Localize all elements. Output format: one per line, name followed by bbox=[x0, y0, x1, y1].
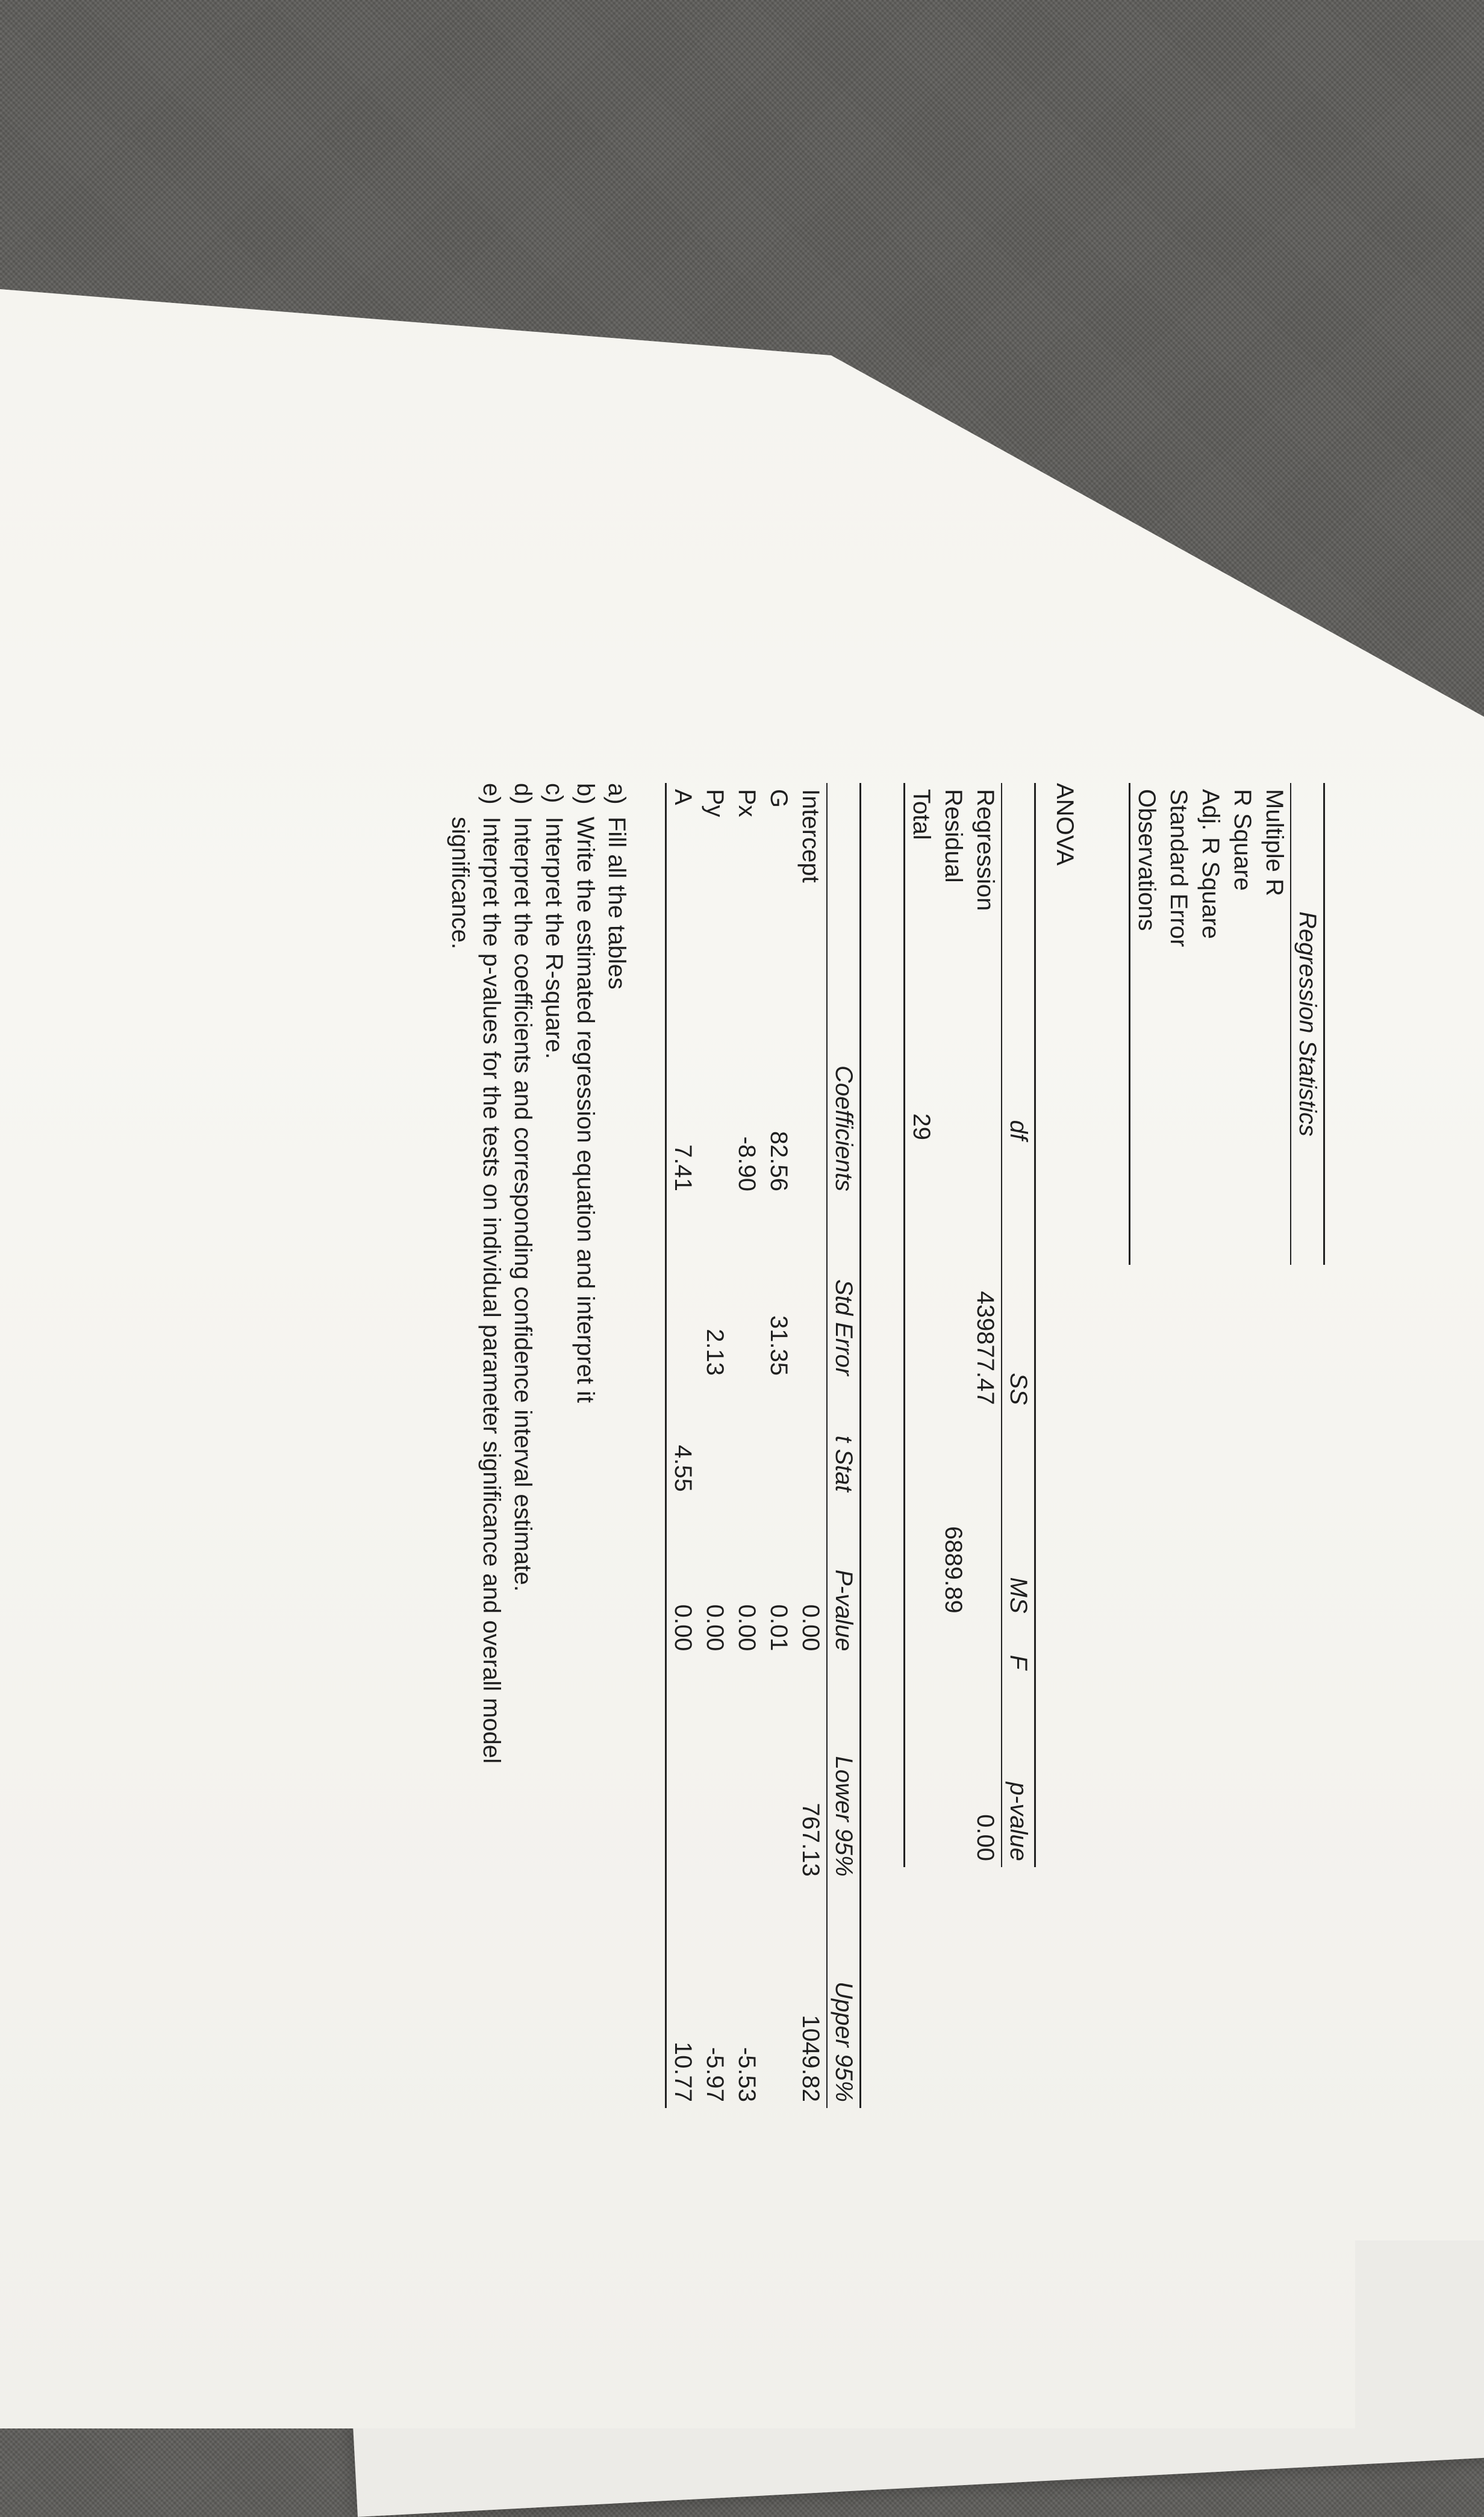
coef-cell bbox=[699, 1382, 731, 1498]
anova-cell bbox=[969, 1411, 1002, 1620]
coef-cell: G bbox=[765, 789, 792, 808]
question-label: e) bbox=[478, 783, 505, 805]
questions-list bbox=[444, 783, 632, 2168]
anova-cell bbox=[905, 1676, 938, 1867]
anova-cell bbox=[937, 1146, 969, 1411]
coef-header: Coefficients bbox=[827, 963, 861, 1197]
list-item bbox=[570, 783, 601, 2168]
question-continuation: significance. bbox=[447, 817, 473, 950]
question-label: a) bbox=[603, 783, 630, 805]
table-row bbox=[731, 783, 762, 2108]
coef-cell: 1049.82 bbox=[797, 2015, 824, 2102]
anova-cell bbox=[937, 1064, 969, 1146]
stat-label: R Square bbox=[1229, 789, 1256, 891]
coef-cell bbox=[699, 963, 731, 1197]
anova-cell: Total bbox=[905, 783, 938, 1064]
coef-cell: 2.13 bbox=[702, 1329, 728, 1376]
coef-cell: 7.41 bbox=[666, 963, 699, 1197]
coefficients-table bbox=[665, 783, 861, 2108]
coef-cell: 10.77 bbox=[666, 1883, 699, 2108]
coef-cell bbox=[731, 1197, 762, 1382]
regression-statistics-header: Regression Statistics bbox=[1291, 783, 1324, 1265]
anova-header: SS bbox=[1002, 1146, 1035, 1411]
coef-cell bbox=[731, 1657, 762, 1882]
table-row bbox=[969, 783, 1002, 1867]
coef-header bbox=[827, 783, 861, 963]
coef-cell: 82.56 bbox=[765, 1131, 792, 1191]
coef-cell: 0.00 bbox=[734, 1604, 760, 1651]
table-row bbox=[699, 783, 731, 2108]
coef-header: Std Error bbox=[827, 1197, 861, 1382]
question-label: c) bbox=[541, 783, 567, 803]
anova-table bbox=[903, 783, 1036, 1867]
anova-cell: Residual bbox=[940, 789, 967, 883]
stat-label: Adj. R Square bbox=[1197, 789, 1224, 940]
coef-cell bbox=[794, 1197, 827, 1382]
question-text: Interpret the R-square. bbox=[541, 817, 567, 1059]
anova-cell bbox=[905, 1146, 938, 1411]
anova-cell: 0.00 bbox=[972, 1814, 999, 1861]
coef-cell bbox=[699, 1657, 731, 1882]
coef-cell: 767.13 bbox=[797, 1803, 824, 1877]
coef-header: P-value bbox=[827, 1498, 861, 1658]
list-item bbox=[476, 783, 507, 2168]
anova-cell bbox=[937, 1620, 969, 1676]
regression-statistics-table bbox=[1129, 783, 1325, 1265]
table-row bbox=[794, 783, 827, 2108]
question-text: Fill all the tables bbox=[603, 817, 630, 990]
question-text: Write the estimated regression equation and interpret it bbox=[572, 817, 599, 1403]
list-item bbox=[538, 783, 570, 2168]
anova-cell bbox=[905, 1411, 938, 1620]
question-label: d) bbox=[510, 783, 536, 805]
coef-cell: 0.01 bbox=[765, 1604, 792, 1651]
coef-cell: Px bbox=[734, 789, 760, 817]
coef-cell bbox=[731, 1382, 762, 1498]
stat-label: Multiple R bbox=[1261, 789, 1288, 896]
table-row bbox=[666, 783, 699, 2108]
anova-header: MS bbox=[1002, 1411, 1035, 1620]
coef-cell: A bbox=[666, 783, 699, 963]
anova-cell bbox=[905, 1620, 938, 1676]
coef-cell: 0.00 bbox=[797, 1604, 824, 1651]
coef-cell: 0.00 bbox=[702, 1604, 728, 1651]
anova-cell bbox=[937, 1676, 969, 1867]
table-row bbox=[937, 783, 969, 1867]
coef-cell: 31.35 bbox=[765, 1315, 792, 1376]
table-row bbox=[905, 783, 938, 1867]
anova-cell: 29 bbox=[905, 1064, 938, 1146]
coef-cell: 0.00 bbox=[666, 1498, 699, 1658]
coef-cell: -5.97 bbox=[702, 2047, 728, 2102]
question-text: Interpret the coefficients and corresponding confidence interval estimate. bbox=[510, 817, 536, 1592]
anova-header: df bbox=[1002, 1064, 1035, 1146]
coef-header: Upper 95% bbox=[827, 1883, 861, 2108]
coef-cell: 4.55 bbox=[666, 1382, 699, 1498]
coef-cell bbox=[794, 1382, 827, 1498]
anova-header bbox=[1002, 783, 1035, 1064]
question-label: b) bbox=[572, 783, 599, 805]
coef-cell: -5.53 bbox=[734, 2047, 760, 2102]
anova-cell: Regression bbox=[972, 789, 999, 911]
anova-cell bbox=[969, 1620, 1002, 1676]
coef-cell bbox=[762, 1657, 794, 1882]
coef-cell: Intercept bbox=[797, 789, 824, 883]
list-item bbox=[601, 783, 632, 2168]
coef-header: t Stat bbox=[827, 1382, 861, 1498]
table-row bbox=[762, 783, 794, 2108]
anova-header: p-value bbox=[1002, 1676, 1035, 1867]
stat-label: Standard Error bbox=[1165, 789, 1192, 947]
document-content bbox=[60, 783, 1325, 2228]
anova-cell: 6889.89 bbox=[940, 1526, 967, 1614]
coef-cell bbox=[794, 963, 827, 1197]
coef-cell: Py bbox=[702, 789, 728, 817]
list-item bbox=[507, 783, 538, 2168]
coef-header: Lower 95% bbox=[827, 1657, 861, 1882]
coef-cell bbox=[666, 1197, 699, 1382]
stat-label: Observations bbox=[1130, 783, 1163, 1265]
coef-cell bbox=[762, 1382, 794, 1498]
anova-title: ANOVA bbox=[1052, 783, 1078, 866]
coef-cell bbox=[762, 1883, 794, 2108]
anova-cell bbox=[969, 1064, 1002, 1146]
coef-cell bbox=[666, 1657, 699, 1882]
coef-cell: -8.90 bbox=[734, 1136, 760, 1191]
anova-header: F bbox=[1002, 1620, 1035, 1676]
anova-cell: 439877.47 bbox=[972, 1291, 999, 1405]
question-text: Interpret the p-values for the tests on individual parameter significance and overall model bbox=[478, 817, 505, 1764]
